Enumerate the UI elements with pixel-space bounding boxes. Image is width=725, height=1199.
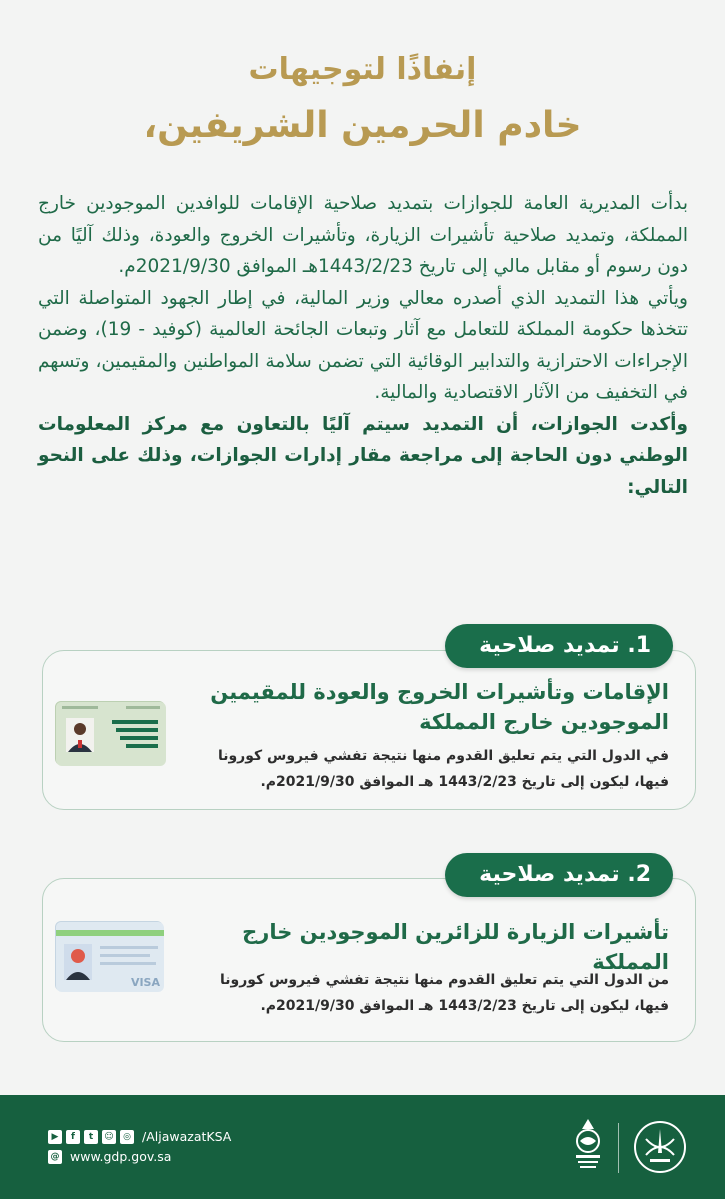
website-link[interactable]: www.gdp.gov.sa bbox=[70, 1149, 172, 1164]
social-row bbox=[48, 1129, 231, 1144]
snapchat-icon[interactable]: ☺ bbox=[102, 1130, 116, 1144]
paragraph-1: بدأت المديرية العامة للجوازات بتمديد صلاحية الإقامات للوافدين الموجودين خارج المملكة، وتمديد صلاحية تأشيرات الزيارة، وتأشيرات الخروج والعودة، وذلك آليًا من دون رسوم أو مقابل مالي إلى تاريخ 1443/2/23هـ الموافق 2021/9/30م. bbox=[38, 193, 688, 277]
header-line-2: خادم الحرمين الشريفين، bbox=[143, 105, 582, 146]
card-2-heading: تأشيرات الزيارة للزائرين الموجودين خارج المملكة bbox=[242, 920, 669, 974]
facebook-icon[interactable]: f bbox=[66, 1130, 80, 1144]
twitter-icon[interactable]: t bbox=[84, 1130, 98, 1144]
paragraph-3: وأكدت الجوازات، أن التمديد سيتم آليًا بالتعاون مع مركز المعلومات الوطني دون الحاجة إلى مراجعة مقار إدارات الجوازات، وذلك على النحو التالي: bbox=[38, 413, 688, 498]
extension-card-2 bbox=[42, 878, 696, 1042]
card-2-desc-line-2: فيها، ليكون إلى تاريخ 1443/2/23 هـ الموافق 2021/9/30م. bbox=[260, 998, 669, 1014]
instagram-icon[interactable]: ◎ bbox=[120, 1130, 134, 1144]
extension-card-1 bbox=[42, 650, 696, 810]
logo-divider bbox=[618, 1123, 619, 1173]
card-1-desc-line-1: في الدول التي يتم تعليق القدوم منها نتيجة تفشي فيروس كورونا bbox=[217, 748, 669, 764]
social-handle[interactable]: /AljawazatKSA bbox=[142, 1129, 232, 1144]
footer bbox=[0, 1095, 725, 1199]
card-1-pill: 1. تمديد صلاحية bbox=[445, 624, 673, 668]
body-text bbox=[38, 188, 688, 503]
youtube-icon[interactable]: ▶ bbox=[48, 1130, 62, 1144]
website-row bbox=[48, 1149, 171, 1164]
card-1-heading: الإقامات وتأشيرات الخروج والعودة للمقيمين الموجودين خارج المملكة bbox=[210, 680, 669, 734]
card-1-description bbox=[189, 743, 669, 795]
globe-icon: @ bbox=[48, 1150, 62, 1164]
card-1-desc-line-2: فيها، ليكون إلى تاريخ 1443/2/23 هـ الموافق 2021/9/30م. bbox=[260, 774, 669, 790]
card-2-desc-line-1: من الدول التي يتم تعليق القدوم منها نتيجة تفشي فيروس كورونا bbox=[220, 972, 669, 988]
header-line-1: إنفاذًا لتوجيهات bbox=[248, 52, 477, 87]
visa-card-icon bbox=[55, 921, 163, 991]
card-2-description bbox=[189, 967, 669, 1019]
paragraph-2: ويأتي هذا التمديد الذي أصدره معالي وزير المالية، في إطار الجهود المتواصلة التي تتخذها حكومة المملكة للتعامل مع آثار وتبعات الجائحة العالمية (كوفيد - 19)، وضمن الإجراءات الاحترازية والتدابير الوقائية التي تضمن سلامة المواطنين والمقيمين، وتسهم في التخفيف من الآثار الاقتصادية والمالية. bbox=[38, 287, 688, 403]
saudi-emblem-logo bbox=[632, 1119, 688, 1175]
visa-badge: VISA bbox=[130, 976, 160, 989]
residency-id-card-icon bbox=[55, 701, 165, 765]
card-2-pill: 2. تمديد صلاحية bbox=[445, 853, 673, 897]
jawazat-emblem-logo bbox=[568, 1115, 608, 1175]
